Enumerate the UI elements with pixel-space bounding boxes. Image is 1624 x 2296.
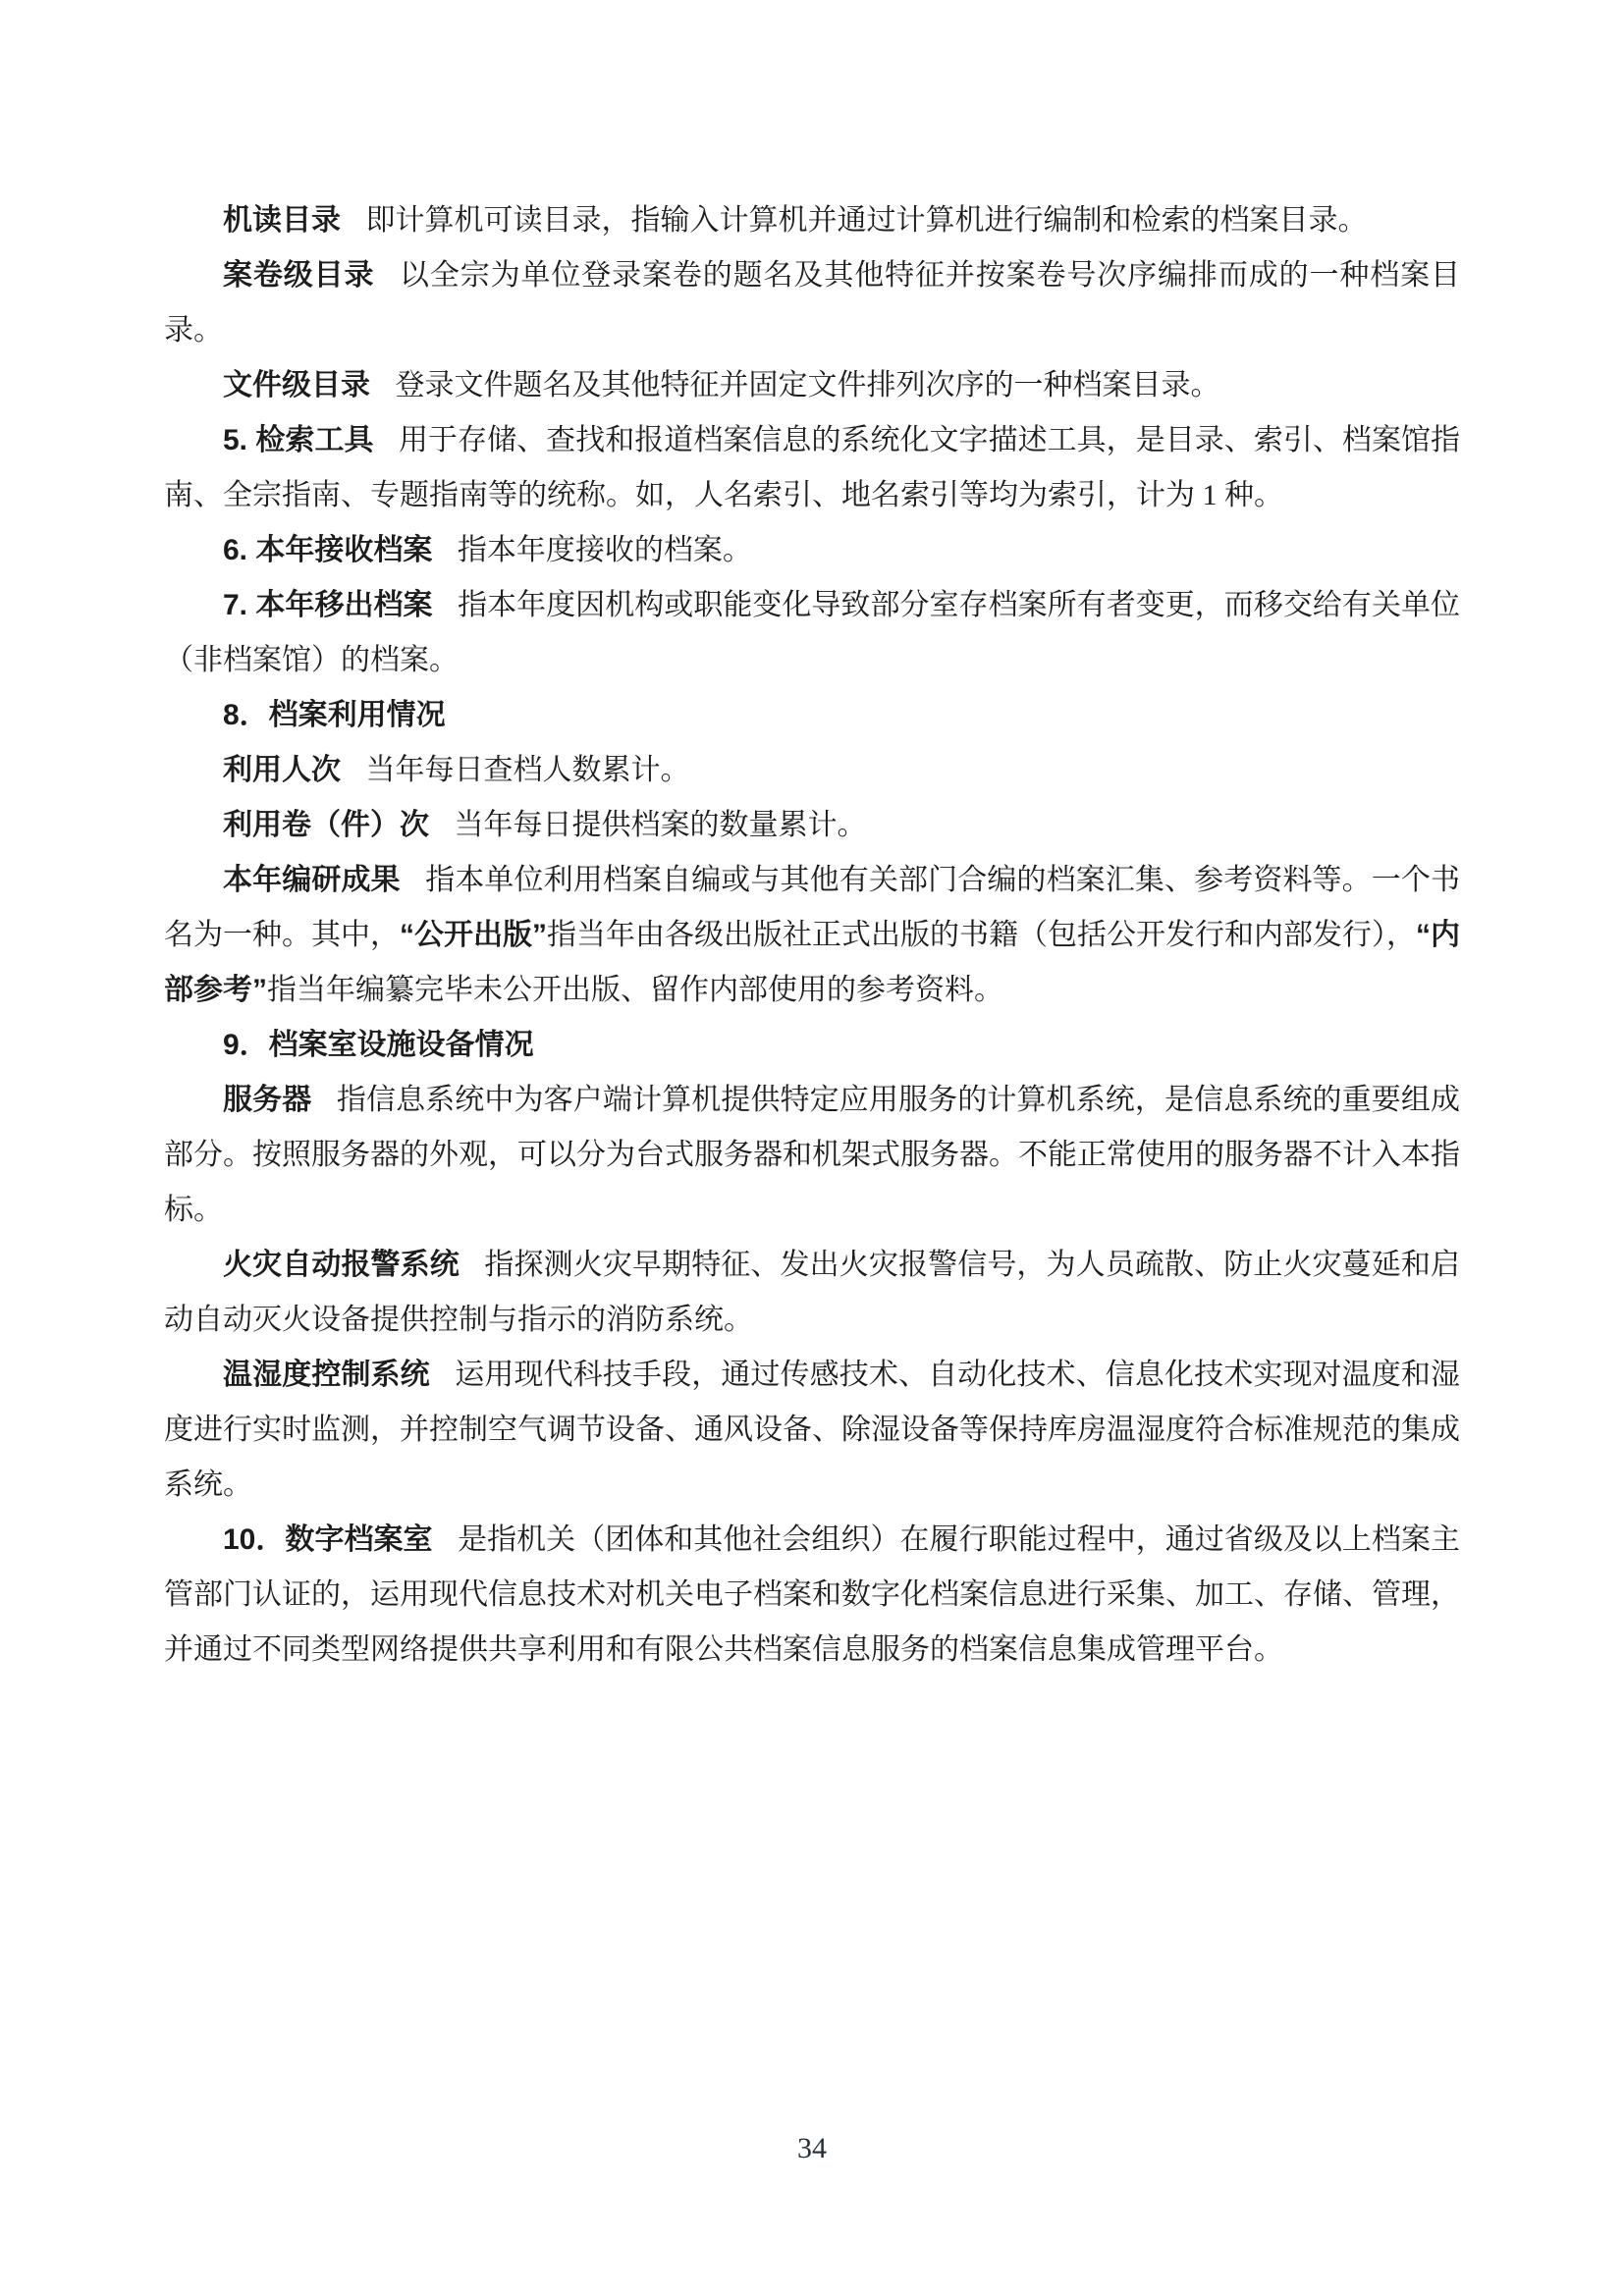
body-text: 是指机关（团体和其他社会组织）在履行职能过程中，通过省级及以上档案主管部门认证的，运用现代信息技术对机关电子档案和数字化档案信息进行采集、加工、存储、管理，并通过不同类型网络提供共享利用和有限公共档案信息服务的档案信息集成管理平台。 (164, 1523, 1461, 1666)
term-label: 9．档案室设施设备情况 (223, 1029, 534, 1061)
paragraph (164, 688, 1460, 743)
body-text: 即计算机可读目录，指输入计算机并通过计算机进行编制和检索的档案目录。 (365, 204, 1368, 237)
body-text: 指当年由各级出版社正式出版的书籍（包括公开发行和内部发行）， (547, 919, 1416, 951)
body-text: 指信息系统中为客户端计算机提供特定应用服务的计算机系统，是信息系统的重要组成部分。按照服务器的外观，可以分为台式服务器和机架式服务器。不能正常使用的服务器不计入本指标。 (164, 1084, 1461, 1226)
paragraph (164, 578, 1460, 688)
paragraph (164, 743, 1460, 798)
term-label: 温湿度控制系统 (223, 1359, 430, 1391)
body-text: 当年每日提供档案的数量累计。 (454, 809, 867, 841)
emphasized-text: “公开出版” (400, 919, 547, 951)
paragraph (164, 413, 1460, 523)
term-label: 文件级目录 (223, 369, 370, 401)
body-text: 当年每日查档人数累计。 (365, 754, 690, 786)
body-text: 以全宗为单位登录案卷的题名及其他特征并按案卷号次序编排而成的一种档案目录。 (164, 259, 1461, 347)
document-body (164, 193, 1460, 1678)
emphasized-text: “内部参考” (164, 919, 1460, 1006)
term-label: 7. 本年移出档案 (223, 589, 433, 621)
paragraph (164, 358, 1460, 413)
body-text: 指本单位利用档案自编或与其他有关部门合编的档案汇集、参考资料等。一个书名为一种。其中， (164, 864, 1461, 951)
term-label: 6. 本年接收档案 (223, 534, 433, 566)
body-text: 指本年度接收的档案。 (457, 534, 752, 566)
paragraph (164, 1018, 1460, 1073)
term-label: 机读目录 (223, 204, 341, 237)
term-label: 案卷级目录 (223, 259, 375, 292)
term-label: 10．数字档案室 (223, 1523, 433, 1556)
term-label: 利用人次 (223, 754, 341, 786)
term-label: 5. 检索工具 (223, 424, 374, 456)
term-label: 火灾自动报警系统 (223, 1249, 460, 1281)
body-text: 用于存储、查找和报道档案信息的系统化文字描述工具，是目录、索引、档案馆指南、全宗指南、专题指南等的统称。如，人名索引、地名索引等均为索引，计为 1 种。 (164, 424, 1460, 511)
body-text: 运用现代科技手段，通过传感技术、自动化技术、信息化技术实现对温度和湿度进行实时监测，并控制空气调节设备、通风设备、除湿设备等保持库房温湿度符合标准规范的集成系统。 (164, 1359, 1461, 1501)
body-text: 指探测火灾早期特征、发出火灾报警信号，为人员疏散、防止火灾蔓延和启动自动灭火设备提供控制与指示的消防系统。 (164, 1249, 1461, 1336)
body-text: 指本年度因机构或职能变化导致部分室存档案所有者变更，而移交给有关单位（非档案馆）的档案。 (164, 589, 1461, 676)
term-label: 本年编研成果 (223, 864, 401, 896)
paragraph (164, 248, 1460, 358)
paragraph (164, 193, 1460, 248)
paragraph (164, 1513, 1460, 1678)
paragraph (164, 853, 1460, 1018)
paragraph (164, 523, 1460, 578)
paragraph (164, 1238, 1460, 1348)
body-text: 指当年编纂完毕未公开出版、留作内部使用的参考资料。 (267, 974, 1003, 1006)
paragraph (164, 1348, 1460, 1513)
term-label: 服务器 (223, 1084, 312, 1116)
term-label: 利用卷（件）次 (223, 809, 429, 841)
paragraph (164, 798, 1460, 853)
body-text: 登录文件题名及其他特征并固定文件排列次序的一种档案目录。 (395, 369, 1220, 401)
page-number: 34 (797, 2132, 827, 2164)
term-label: 8．档案利用情况 (223, 699, 446, 731)
paragraph (164, 1073, 1460, 1238)
